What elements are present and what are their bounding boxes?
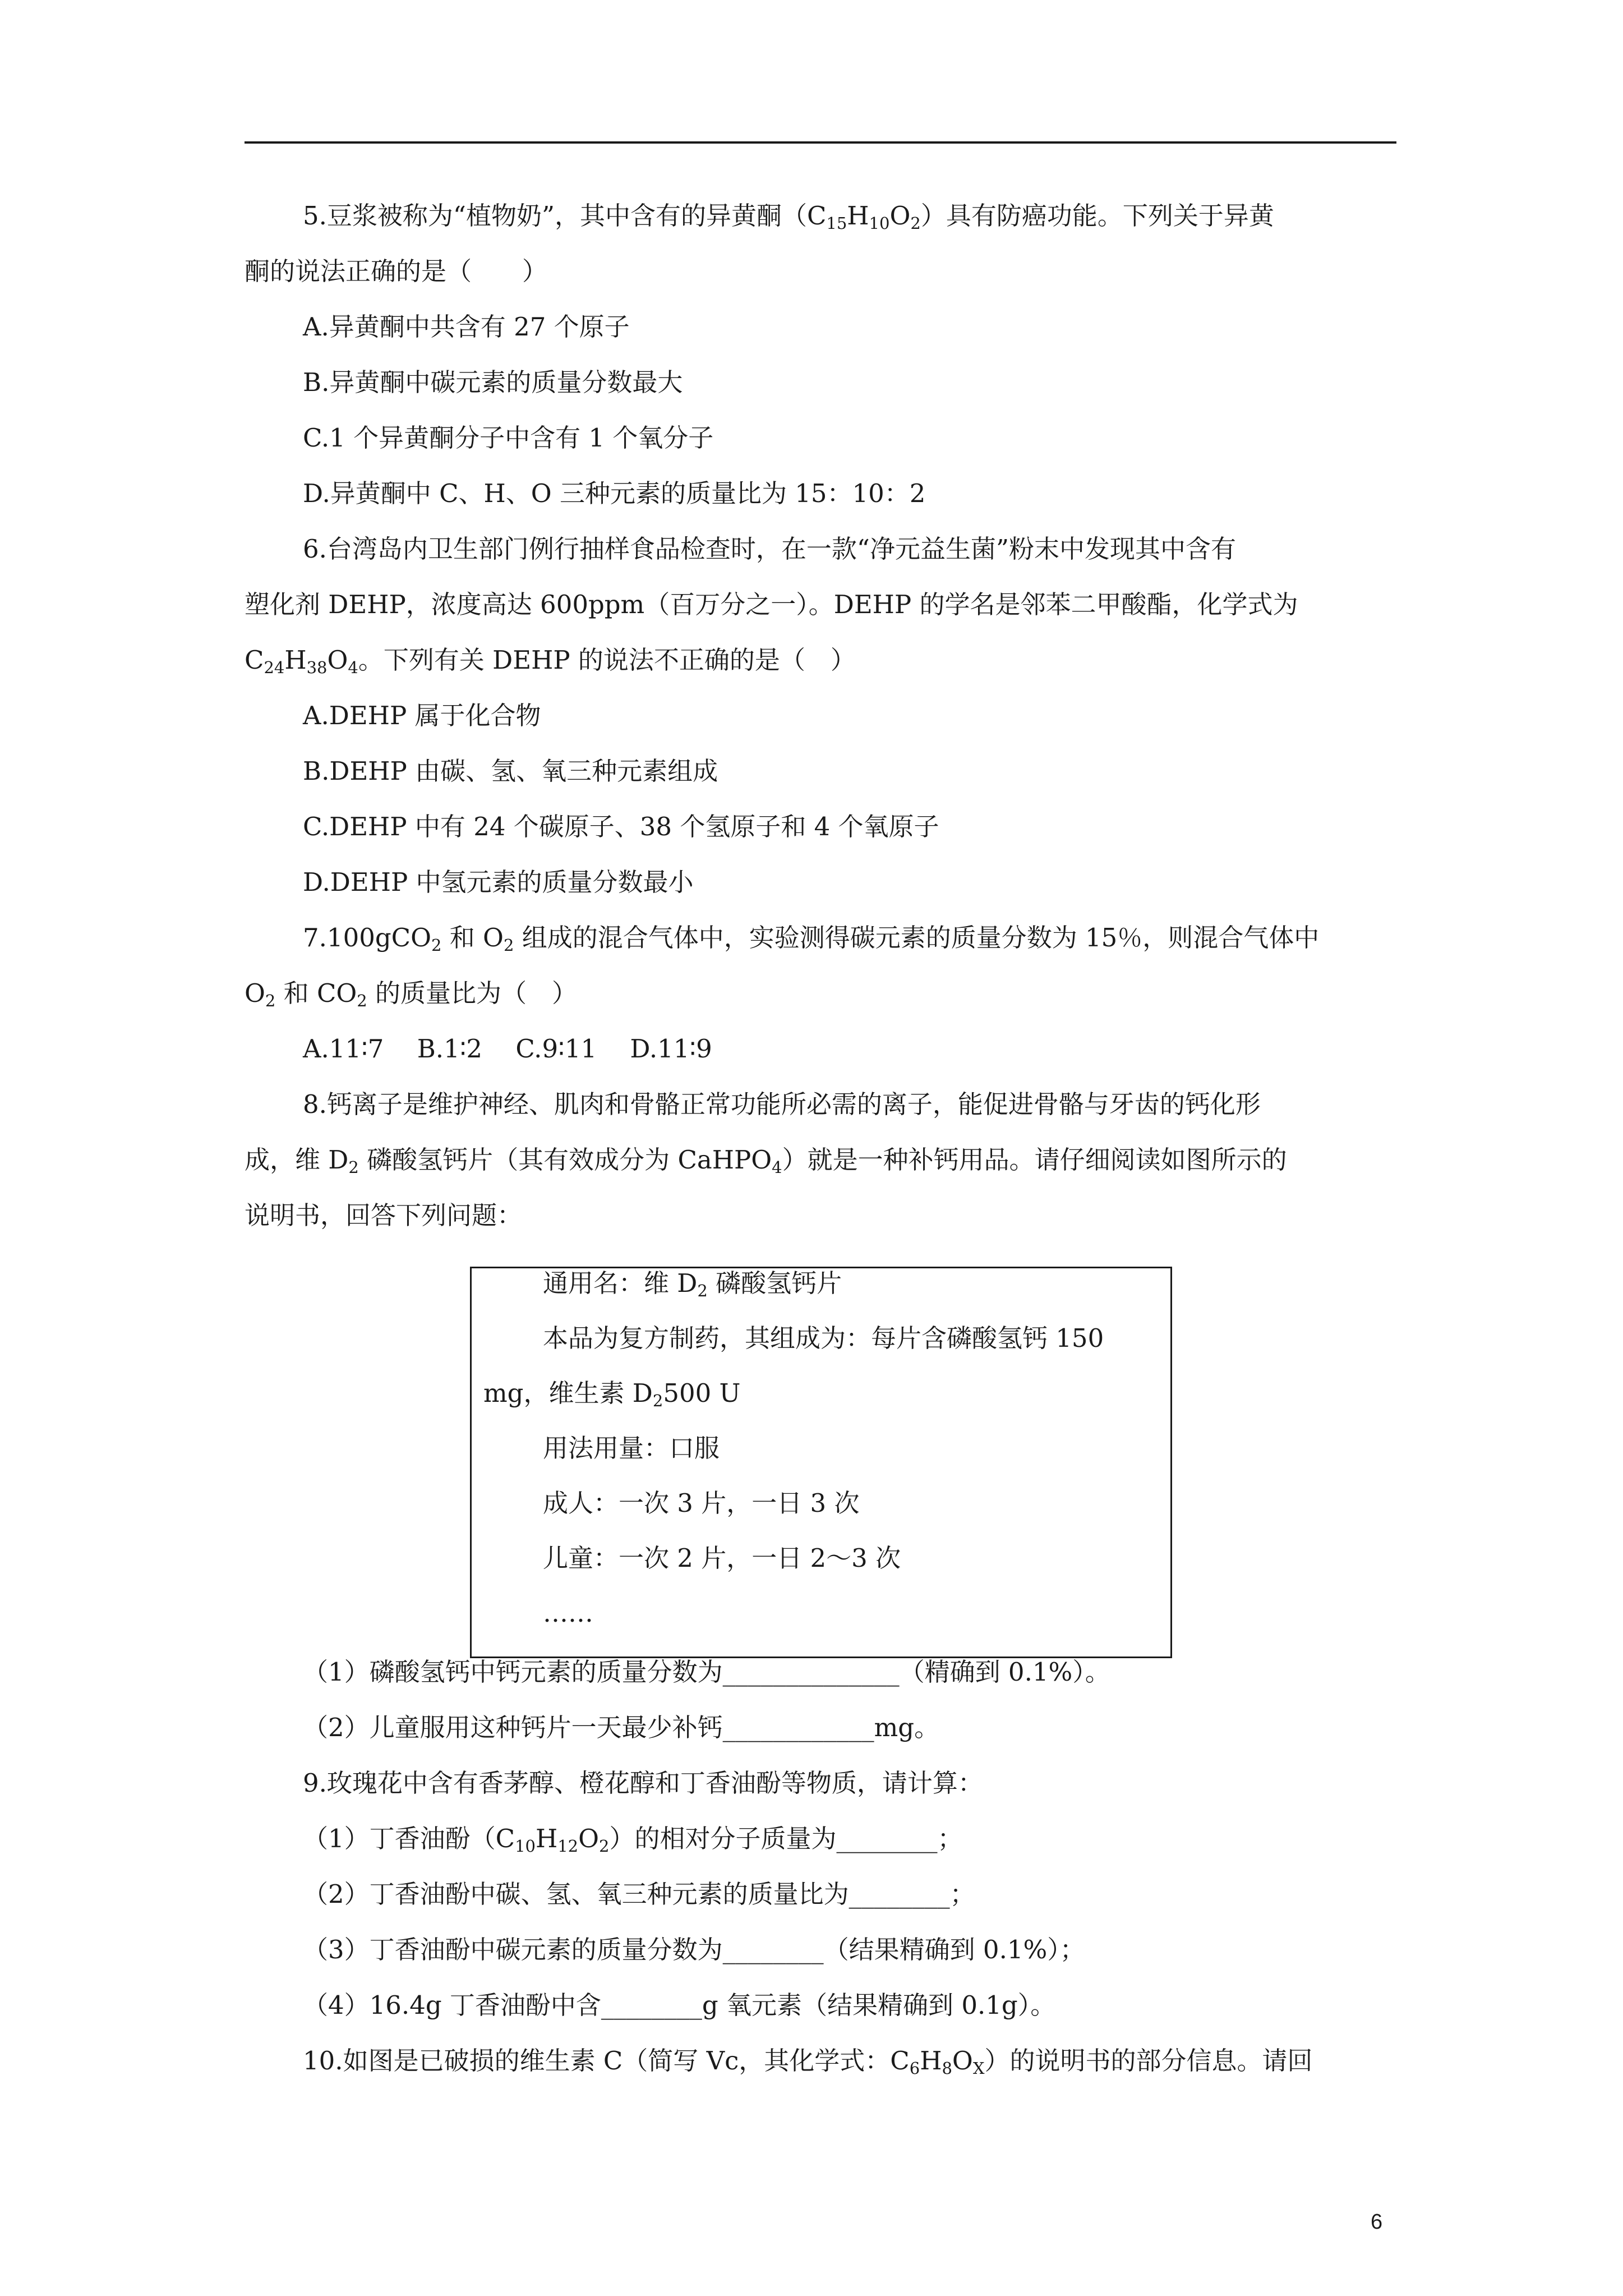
q6-option-b: B.DEHP 由碳、氢、氧三种元素组成 [303,756,718,786]
q9-sub1: （1）丁香油酚$(C_{10}H_{12}O_2)$的相对分子质量为________； [303,1824,963,1856]
q9-sub4: （4）16.4g 丁香油酚中含________g 氧元素（结果精确到 0.1g）。 [303,1990,1056,2020]
label-adult-dose: 成人：一次 3 片，一日 3 次 [543,1488,860,1518]
q5-option-c: C.1 个异黄酮分子中含有 1 个氧分子 [303,423,714,453]
label-composition-cont: mg，维生素 $D_2500$ U [483,1378,741,1410]
q7-stem-line2: $O_2$ 和 $CO_2$ 的质量比为（ ） [245,978,578,1010]
label-composition: 本品为复方制药，其组成为：每片含磷酸氢钙 150 [543,1323,1104,1353]
page-number: 6 [1371,2210,1383,2234]
q8-sub2: （2）儿童服用这种钙片一天最少补钙____________mg。 [303,1713,940,1742]
label-ellipsis: …… [543,1598,593,1628]
q7-stem-line1: 7.100gCO$_2$ 和 $O_2$ 组成的混合气体中，实验测得碳元素的质量分数为 15％，则混合气体中 [303,923,1320,955]
q8-stem-line2: 成，维 $D_2$ 磷酸氢钙片（其有效成分为 CaHPO$_4$）就是一种补钙用品。请仔细阅读如图所示的 [245,1145,1287,1177]
q8-sub1: （1）磷酸氢钙中钙元素的质量分数为______________（精确到 0.1%）。 [303,1657,1110,1687]
q6-option-a: A.DEHP 属于化合物 [303,701,541,730]
q5-stem-line2: 酮的说法正确的是（ ） [245,256,548,286]
label-child-dose: 儿童：一次 2 片，一日 2～3 次 [543,1543,901,1573]
q10-stem-line1: 10.如图是已破损的维生素 C（简写 Vc，其化学式：$C_6H_8O_X$）的说明书的部分信息。请回 [303,2046,1313,2078]
q5-option-b: B.异黄酮中碳元素的质量分数最大 [303,367,683,397]
q6-stem-line3: $C_{24}H_{38}O_4$。下列有关 DEHP 的说法不正确的是（ ） [245,645,856,677]
label-generic-name: 通用名：维 $D_2$ 磷酸氢钙片 [543,1268,842,1300]
q7-options: A.11∶7 B.1∶2 C.9∶11 D.11∶9 [303,1034,712,1064]
header-rule [245,141,1396,144]
q6-option-c: C.DEHP 中有 24 个碳原子、38 个氢原子和 4 个氧原子 [303,812,939,841]
q9-sub2: （2）丁香油酚中碳、氢、氧三种元素的质量比为________； [303,1879,975,1909]
label-usage: 用法用量：口服 [543,1433,720,1463]
q9-stem: 9.玫瑰花中含有香茅醇、橙花醇和丁香油酚等物质，请计算： [303,1768,983,1798]
q8-stem-line1: 8.钙离子是维护神经、肌肉和骨骼正常功能所必需的离子，能促进骨骼与牙齿的钙化形 [303,1089,1261,1119]
q5-stem-line1: 5.豆浆被称为“植物奶”，其中含有的异黄酮$(C_{15}H_{10}O_2)$具有防癌功能。下列关于异黄 [303,201,1274,233]
q8-stem-line3: 说明书，回答下列问题： [245,1200,523,1230]
q6-stem-line1: 6.台湾岛内卫生部门例行抽样食品检查时，在一款“净元益生菌”粉末中发现其中含有 [303,534,1236,564]
q5-option-d: D.异黄酮中 C、H、O 三种元素的质量比为 15：10：2 [303,478,926,508]
q9-sub3: （3）丁香油酚中碳元素的质量分数为________（结果精确到 0.1%）； [303,1935,1085,1964]
q6-option-d: D.DEHP 中氢元素的质量分数最小 [303,867,694,897]
q5-option-a: A.异黄酮中共含有 27 个原子 [303,312,630,342]
q6-stem-line2: 塑化剂 DEHP，浓度高达 600ppm（百万分之一）。DEHP 的学名是邻苯二甲酸酯，化学式为 [245,590,1298,619]
